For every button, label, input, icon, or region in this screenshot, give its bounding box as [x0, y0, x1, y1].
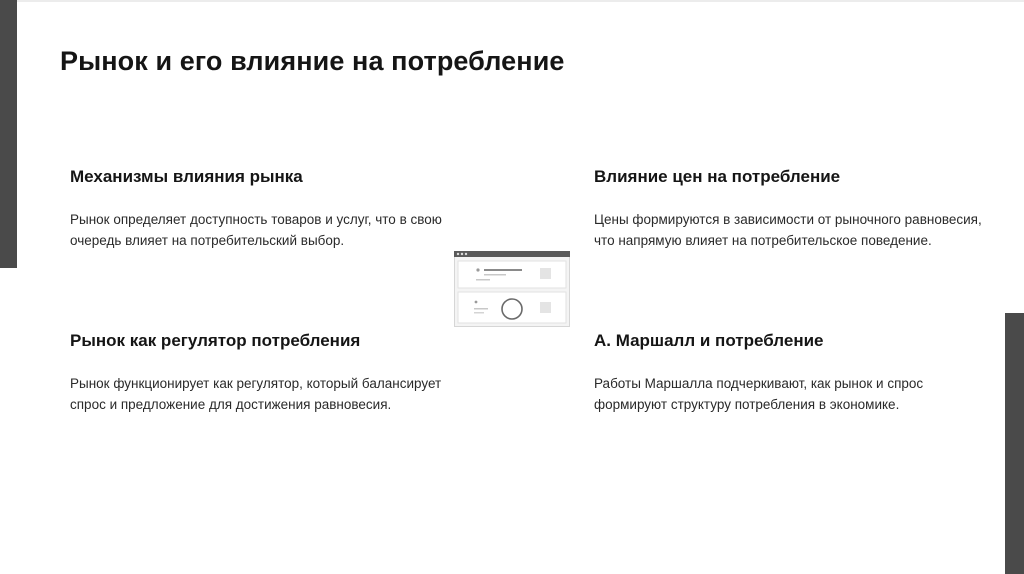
- section-text: Рынок определяет доступность товаров и услуг, что в свою очередь влияет на потребительский выбор.: [70, 212, 442, 248]
- dashboard-window-icon: [454, 251, 570, 327]
- section-marshall: [594, 331, 984, 415]
- section-market-mechanisms: [70, 167, 450, 251]
- section-heading: Рынок как регулятор потребления: [70, 331, 361, 350]
- section-text: Цены формируются в зависимости от рыночного равновесия, что напрямую влияет на потребительское поведение.: [594, 212, 982, 248]
- section-heading: Механизмы влияния рынка: [70, 167, 303, 186]
- left-accent-bar: [0, 0, 17, 268]
- slide-title: Рынок и его влияние на потребление: [60, 46, 565, 76]
- right-accent-bar: [1005, 313, 1024, 574]
- section-heading: Влияние цен на потребление: [594, 167, 841, 186]
- section-heading: А. Маршалл и потребление: [594, 331, 824, 350]
- section-text: Рынок функционирует как регулятор, который балансирует спрос и предложение для достижения равновесия.: [70, 376, 442, 412]
- section-price-influence: [594, 167, 984, 251]
- section-market-regulator: [70, 331, 450, 415]
- top-divider: [17, 0, 1024, 2]
- section-text: Работы Маршалла подчеркивают, как рынок и спрос формируют структуру потребления в экономике.: [594, 376, 924, 412]
